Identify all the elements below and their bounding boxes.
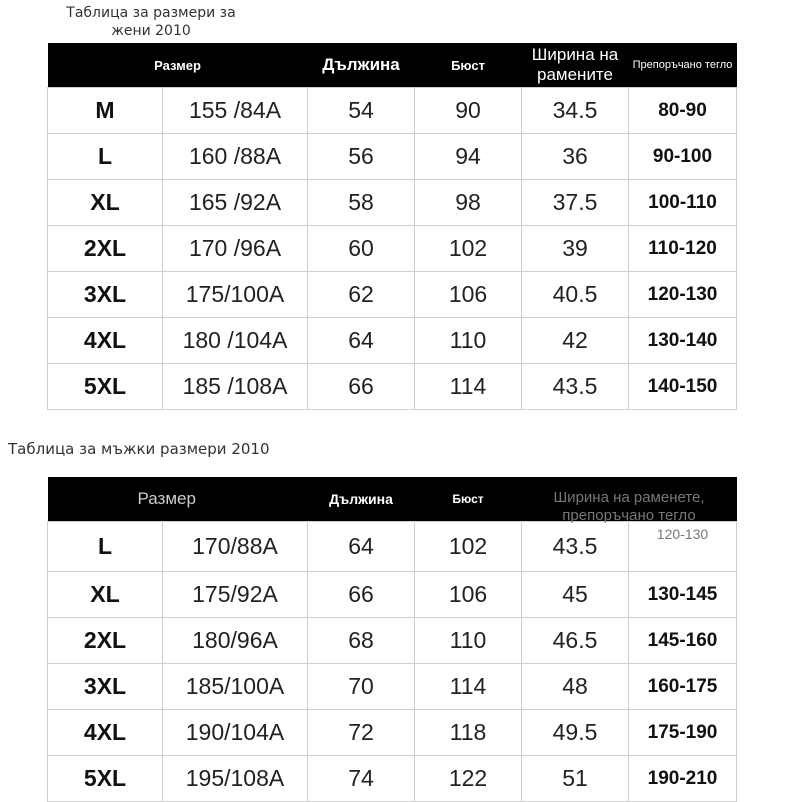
size-cell: 4XL: [48, 318, 163, 364]
weight-cell: 110-120: [629, 226, 737, 272]
table-row: [48, 522, 737, 572]
bust-cell: 110: [415, 318, 522, 364]
height-bust-cell: 185 /108A: [163, 364, 308, 410]
size-cell: 2XL: [48, 226, 163, 272]
weight-cell: 80-90: [629, 88, 737, 134]
shoulder-cell: 45: [522, 572, 629, 618]
shoulder-cell: 42: [522, 318, 629, 364]
header-bust: Бюст: [415, 477, 522, 522]
header-bust: Бюст: [415, 43, 522, 88]
table-row: [48, 318, 737, 364]
weight-cell: 140-150: [629, 364, 737, 410]
header-length: Дължина: [308, 477, 415, 522]
height-bust-cell: 180 /104A: [163, 318, 308, 364]
women-table-caption: Таблица за размери за жени 2010: [66, 5, 236, 39]
shoulder-cell: 43.5: [522, 522, 629, 572]
size-cell: 5XL: [48, 364, 163, 410]
height-bust-cell: 185/100A: [163, 664, 308, 710]
bust-cell: 94: [415, 134, 522, 180]
length-cell: 68: [308, 618, 415, 664]
size-cell: 5XL: [48, 756, 163, 802]
height-bust-cell: 175/92A: [163, 572, 308, 618]
shoulder-cell: 48: [522, 664, 629, 710]
shoulder-cell: 39: [522, 226, 629, 272]
weight-cell: 145-160: [629, 618, 737, 664]
shoulder-cell: 34.5: [522, 88, 629, 134]
height-bust-cell: 170 /96A: [163, 226, 308, 272]
women-header-row: [48, 43, 737, 88]
length-cell: 54: [308, 88, 415, 134]
women-size-table: [47, 43, 737, 410]
header-size: Размер: [48, 477, 308, 522]
shoulder-cell: 51: [522, 756, 629, 802]
size-cell: XL: [48, 572, 163, 618]
height-bust-cell: 160 /88A: [163, 134, 308, 180]
length-cell: 70: [308, 664, 415, 710]
weight-cell: 130-145: [629, 572, 737, 618]
weight-cell: 90-100: [629, 134, 737, 180]
table-row: [48, 88, 737, 134]
header-shoulder-weight-label: Ширина на раменете, препоръчано тегло: [553, 489, 705, 524]
shoulder-cell: 37.5: [522, 180, 629, 226]
size-cell: L: [48, 522, 163, 572]
bust-cell: 102: [415, 226, 522, 272]
height-bust-cell: 180/96A: [163, 618, 308, 664]
bust-cell: 114: [415, 664, 522, 710]
table-row: [48, 226, 737, 272]
size-cell: 4XL: [48, 710, 163, 756]
height-bust-cell: 170/88A: [163, 522, 308, 572]
height-bust-cell: 175/100A: [163, 272, 308, 318]
table-row: [48, 756, 737, 802]
shoulder-cell: 46.5: [522, 618, 629, 664]
men-table-caption: Таблица за мъжки размери 2010: [8, 440, 270, 458]
length-cell: 56: [308, 134, 415, 180]
weight-cell: 175-190: [629, 710, 737, 756]
header-recommended-weight: Препоръчано тегло: [629, 43, 737, 88]
shoulder-cell: 43.5: [522, 364, 629, 410]
height-bust-cell: 195/108A: [163, 756, 308, 802]
bust-cell: 110: [415, 618, 522, 664]
bust-cell: 106: [415, 572, 522, 618]
weight-cell: 120-130: [629, 272, 737, 318]
header-shoulder-width: Ширина на рамените: [522, 43, 629, 88]
bust-cell: 102: [415, 522, 522, 572]
length-cell: 64: [308, 318, 415, 364]
weight-cell: 160-175: [629, 664, 737, 710]
header-shoulder-weight: [522, 477, 737, 522]
length-cell: 60: [308, 226, 415, 272]
size-cell: XL: [48, 180, 163, 226]
height-bust-cell: 165 /92A: [163, 180, 308, 226]
length-cell: 66: [308, 572, 415, 618]
bust-cell: 114: [415, 364, 522, 410]
weight-cell: 190-210: [629, 756, 737, 802]
length-cell: 66: [308, 364, 415, 410]
length-cell: 74: [308, 756, 415, 802]
shoulder-cell: 40.5: [522, 272, 629, 318]
size-cell: 3XL: [48, 664, 163, 710]
size-cell: L: [48, 134, 163, 180]
height-bust-cell: 190/104A: [163, 710, 308, 756]
length-cell: 58: [308, 180, 415, 226]
bust-cell: 90: [415, 88, 522, 134]
height-bust-cell: 155 /84A: [163, 88, 308, 134]
men-header-row: [48, 477, 737, 522]
weight-cell: 120-130: [629, 522, 737, 572]
table-row: [48, 272, 737, 318]
length-cell: 62: [308, 272, 415, 318]
table-row: [48, 618, 737, 664]
shoulder-cell: 36: [522, 134, 629, 180]
table-row: [48, 180, 737, 226]
bust-cell: 98: [415, 180, 522, 226]
table-row: [48, 364, 737, 410]
bust-cell: 122: [415, 756, 522, 802]
size-cell: 3XL: [48, 272, 163, 318]
length-cell: 72: [308, 710, 415, 756]
size-cell: 2XL: [48, 618, 163, 664]
shoulder-cell: 49.5: [522, 710, 629, 756]
weight-cell: 130-140: [629, 318, 737, 364]
size-cell: M: [48, 88, 163, 134]
bust-cell: 118: [415, 710, 522, 756]
table-row: [48, 664, 737, 710]
table-row: [48, 134, 737, 180]
table-row: [48, 710, 737, 756]
men-size-table: [47, 477, 737, 802]
header-length: Дължина: [308, 43, 415, 88]
length-cell: 64: [308, 522, 415, 572]
weight-cell: 100-110: [629, 180, 737, 226]
table-row: [48, 572, 737, 618]
header-size: Размер: [48, 43, 308, 88]
bust-cell: 106: [415, 272, 522, 318]
